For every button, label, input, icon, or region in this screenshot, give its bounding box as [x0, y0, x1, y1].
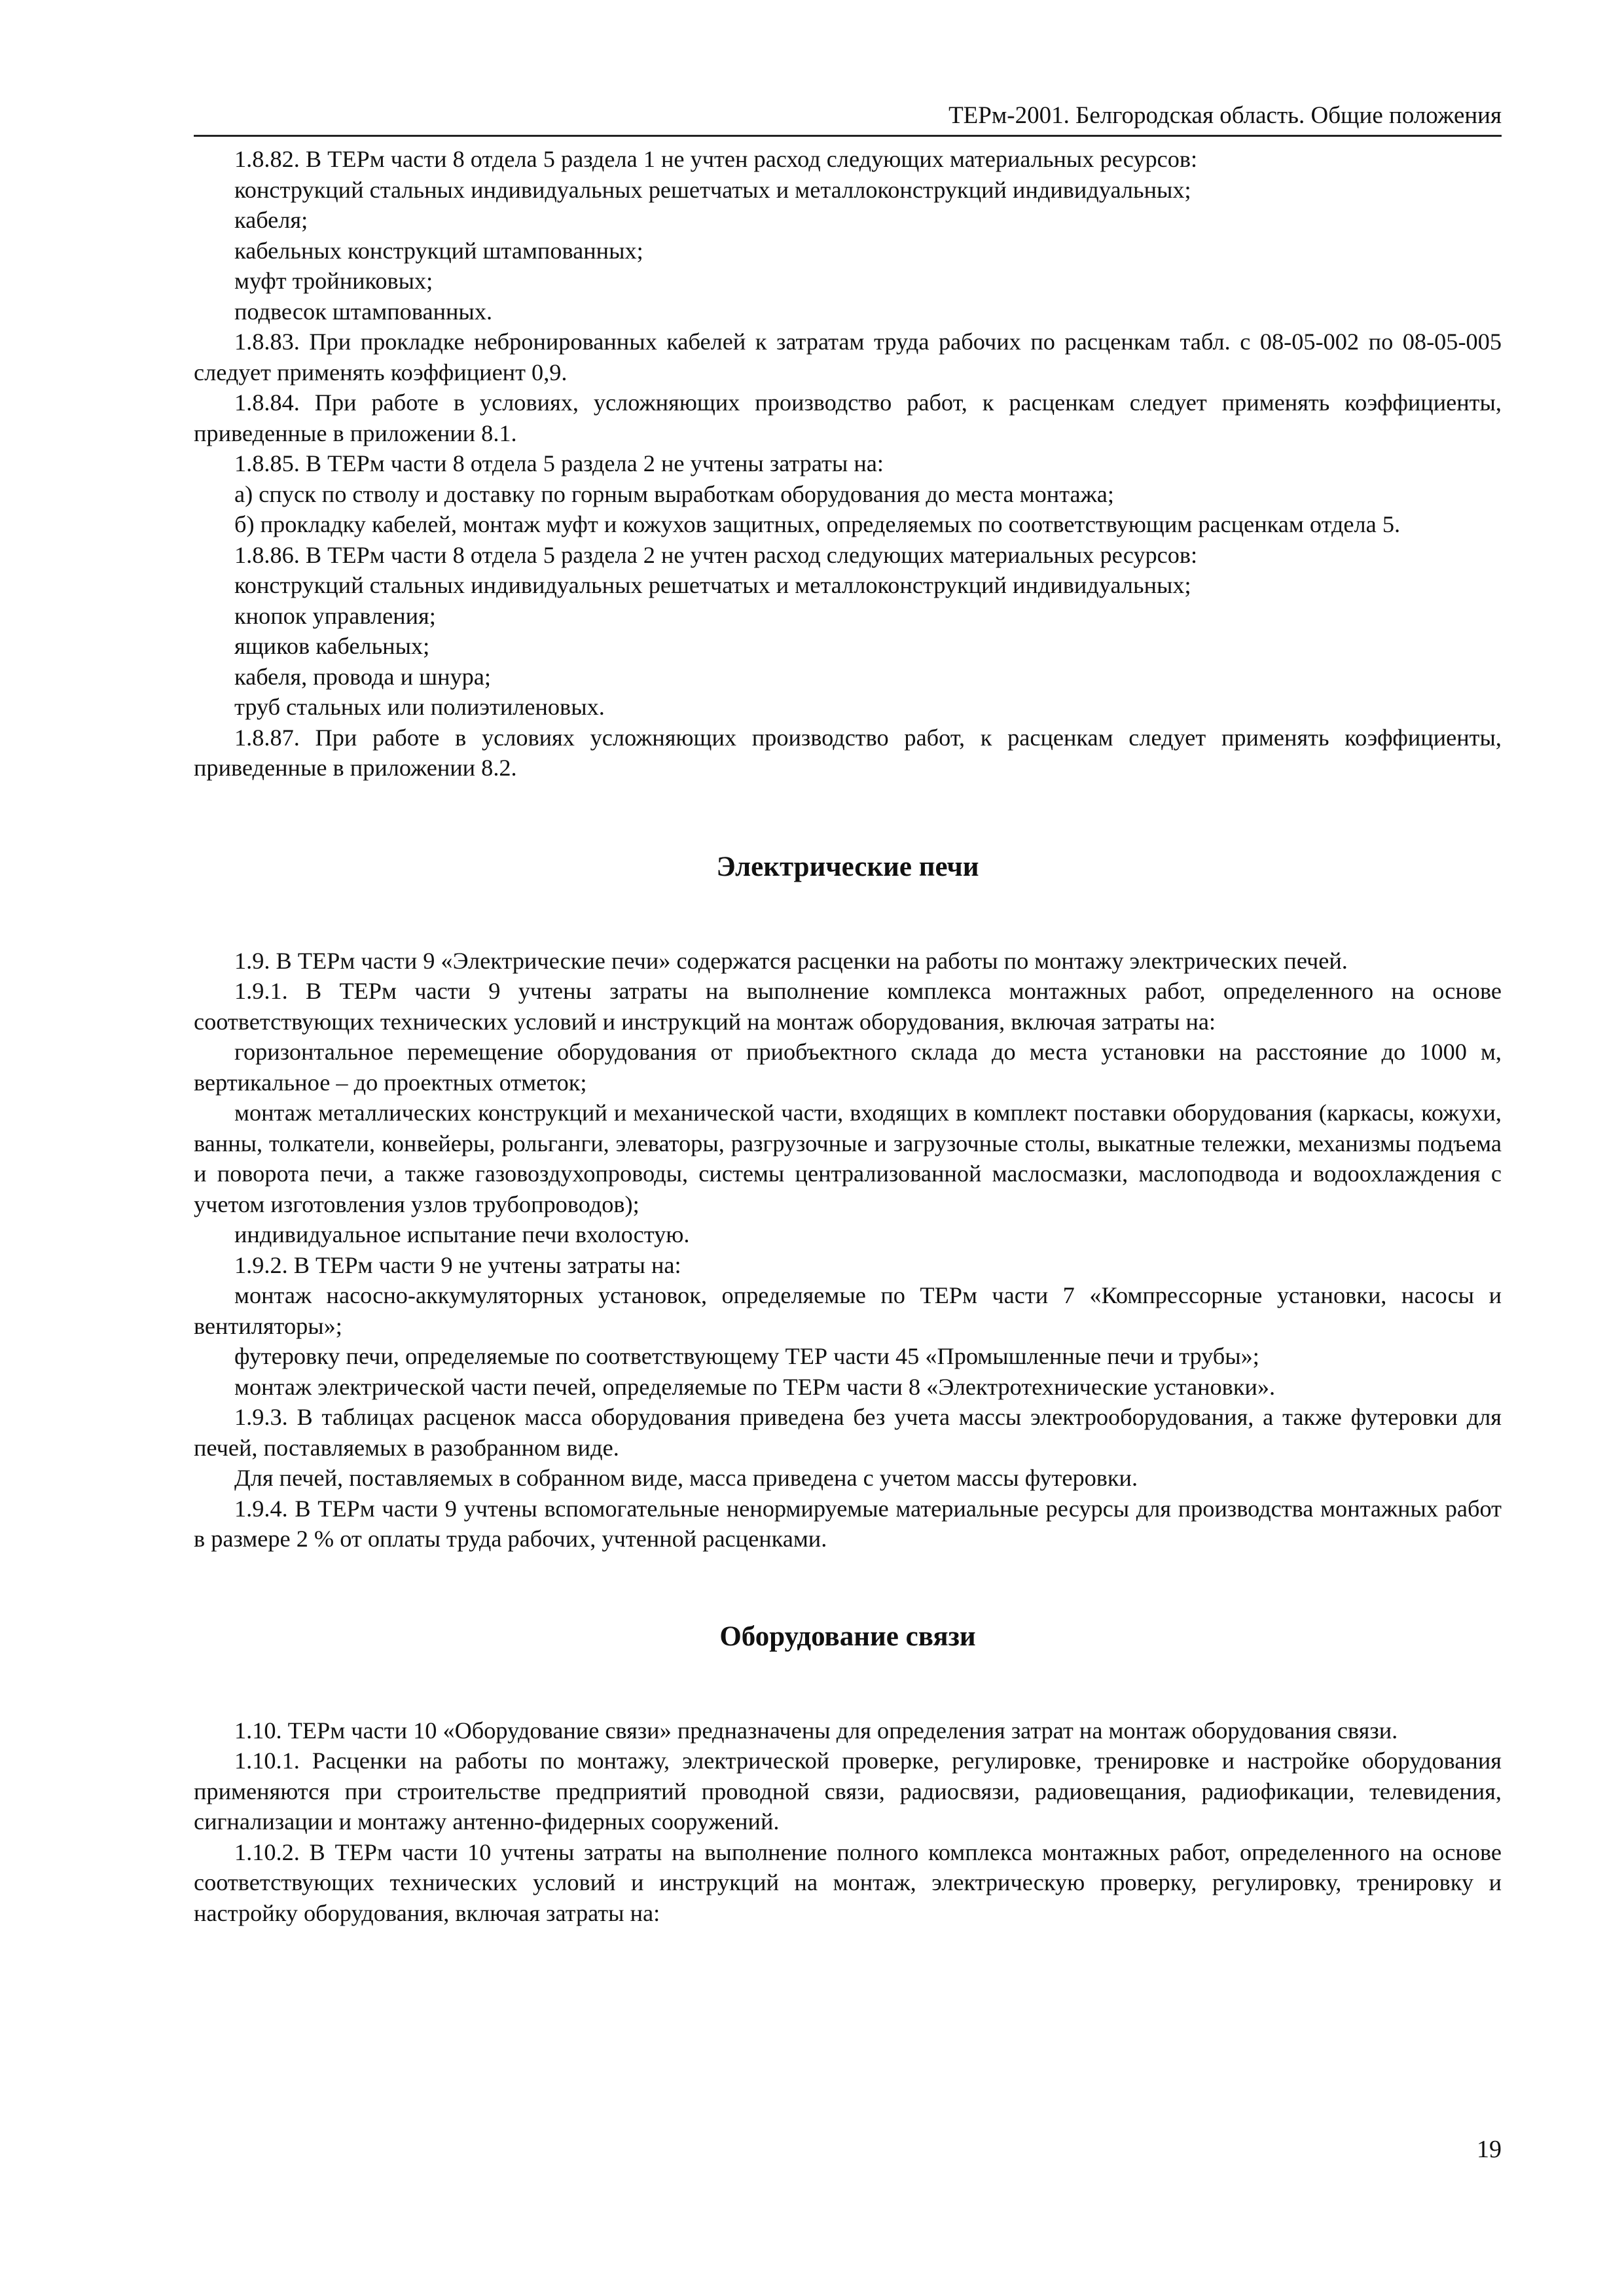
paragraph: 1.8.86. В ТЕРм части 8 отдела 5 раздела 2 не учтен расход следующих материальных ресурсов: [234, 541, 1198, 568]
paragraph: футеровку печи, определяемые по соответствующему ТЕР части 45 «Промышленные печи и трубы»; [234, 1343, 1259, 1369]
paragraph: б) прокладку кабелей, монтаж муфт и кожухов защитных, определяемых по соответствующим расценкам отдела 5. [234, 511, 1401, 537]
paragraph: 1.10. ТЕРм части 10 «Оборудование связи» предназначены для определения затрат на монтаж оборудования связи. [234, 1717, 1398, 1744]
document-body [194, 144, 1502, 1928]
paragraph: 1.10.2. В ТЕРм части 10 учтены затраты на выполнение полного комплекса монтажных работ, определенного на основе соответствующих технических условий и инструкций на монтаж, электрическую проверку, регулировку, тренировку и настройку оборудования, включая затраты на: [194, 1839, 1502, 1926]
paragraph: 1.8.87. При работе в условиях усложняющих производство работ, к расценкам следует применять коэффициенты, приведенные в приложении 8.2. [194, 724, 1502, 781]
paragraph: 1.9.4. В ТЕРм части 9 учтены вспомогательные ненормируемые материальные ресурсы для производства монтажных работ в размере 2 % от оплаты труда рабочих, учтенной расценками. [194, 1495, 1502, 1552]
page-number: 19 [1477, 2136, 1502, 2163]
section-heading-communication-equipment: Оборудование связи [719, 1621, 976, 1652]
paragraph: 1.9.1. В ТЕРм части 9 учтены затраты на выполнение комплекса монтажных работ, определенного на основе соответствующих технических условий и инструкций на монтаж оборудования, включая затраты на: [194, 978, 1502, 1035]
paragraph: кабельных конструкций штампованных; [234, 237, 643, 264]
header-title: ТЕРм-2001. Белгородская область. Общие положения [948, 102, 1502, 129]
paragraph: 1.8.84. При работе в условиях, усложняющих производство работ, к расценкам следует применять коэффициенты, приведенные в приложении 8.1. [194, 389, 1502, 446]
paragraph: муфт тройниковых; [234, 268, 433, 294]
paragraph: 1.8.83. При прокладке небронированных кабелей к затратам труда рабочих по расценкам табл. с 08-05-002 по 08-05-005 следует применять коэффициент 0,9. [194, 329, 1502, 386]
paragraph: труб стальных или полиэтиленовых. [234, 694, 605, 720]
paragraph: 1.8.82. В ТЕРм части 8 отдела 5 раздела 1 не учтен расход следующих материальных ресурсов: [234, 146, 1198, 172]
paragraph: 1.9.2. В ТЕРм части 9 не учтены затраты на: [234, 1251, 681, 1278]
paragraph: Для печей, поставляемых в собранном виде, масса приведена с учетом массы футеровки. [234, 1465, 1138, 1491]
paragraph: кнопок управления; [234, 602, 436, 629]
paragraph: ящиков кабельных; [234, 633, 430, 659]
paragraph: конструкций стальных индивидуальных решетчатых и металлоконструкций индивидуальных; [234, 176, 1191, 203]
paragraph: 1.9. В ТЕРм части 9 «Электрические печи» содержатся расценки на работы по монтажу электрических печей. [234, 947, 1348, 974]
paragraph: монтаж насосно-аккумуляторных установок, определяемые по ТЕРм части 7 «Компрессорные установки, насосы и вентиляторы»; [194, 1282, 1502, 1339]
paragraph: кабеля; [234, 207, 308, 233]
paragraph: а) спуск по стволу и доставку по горным выработкам оборудования до места монтажа; [234, 480, 1114, 507]
paragraph: монтаж металлических конструкций и механической части, входящих в комплект поставки оборудования (каркасы, кожухи, ванны, толкатели, конвейеры, рольганги, элеваторы, разгрузочные и загрузочные столы, выкатные тележки, механизмы подъема и поворота печи, а также газовоздухопроводы, системы централизованной маслосмазки, маслоподвода и водоохлаждения с учетом изготовления узлов трубопроводов); [194, 1100, 1502, 1217]
paragraph: конструкций стальных индивидуальных решетчатых и металлоконструкций индивидуальных; [234, 572, 1191, 598]
paragraph: 1.8.85. В ТЕРм части 8 отдела 5 раздела 2 не учтены затраты на: [234, 450, 884, 476]
section-heading-electric-furnaces: Электрические печи [716, 851, 979, 882]
paragraph: 1.10.1. Расценки на работы по монтажу, электрической проверке, регулировке, тренировке и настройке оборудования применяются при строительстве предприятий проводной связи, радиосвязи, радиовещания, радиофикации, телевидения, сигнализации и монтажу антенно-фидерных сооружений. [194, 1748, 1502, 1835]
paragraph: подвесок штампованных. [234, 298, 493, 325]
paragraph: 1.9.3. В таблицах расценок масса оборудования приведена без учета массы электрооборудования, а также футеровки для печей, поставляемых в разобранном виде. [194, 1404, 1502, 1461]
paragraph: кабеля, провода и шнура; [234, 663, 491, 690]
paragraph: горизонтальное перемещение оборудования от приобъектного склада до места установки на расстояние до 1000 м, вертикальное – до проектных отметок; [194, 1039, 1502, 1096]
paragraph: монтаж электрической части печей, определяемые по ТЕРм части 8 «Электротехнические установки». [234, 1373, 1276, 1400]
page-header [194, 98, 1502, 137]
paragraph: индивидуальное испытание печи вхолостую. [234, 1221, 690, 1247]
